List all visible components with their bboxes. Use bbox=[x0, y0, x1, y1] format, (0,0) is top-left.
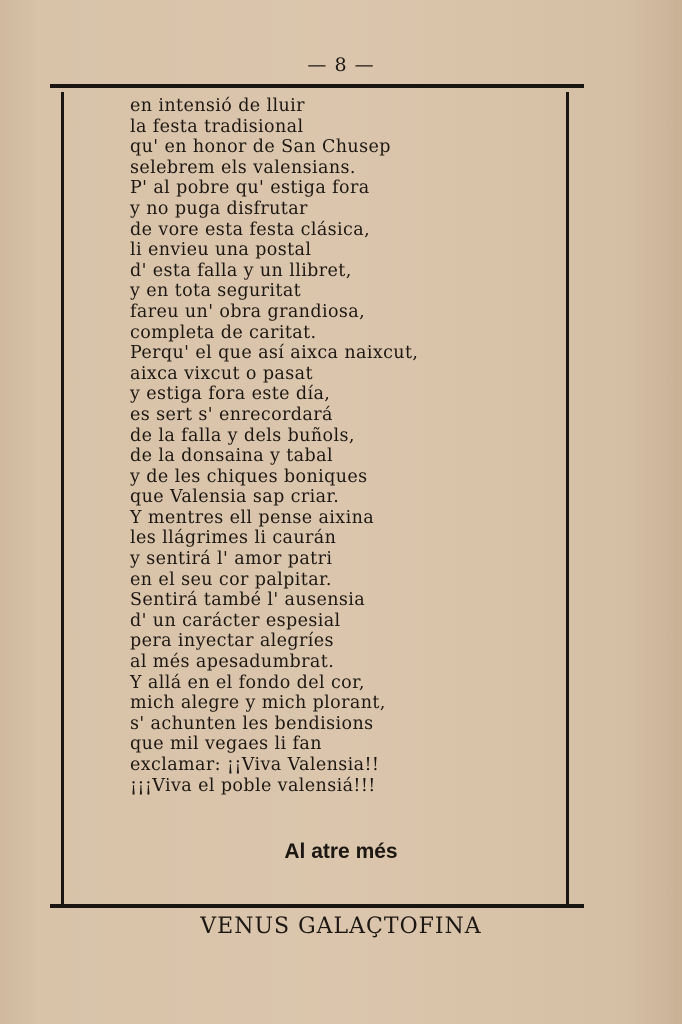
poem-line: les llágrimes li caurán bbox=[130, 528, 337, 549]
poem-line: Y allá en el fondo del cor, bbox=[130, 672, 365, 693]
poem-line: y sentirá l' amor patri bbox=[130, 549, 333, 570]
closing-heading: Al atre més bbox=[284, 840, 398, 863]
page-number: — 8 — bbox=[307, 54, 375, 76]
poem-line: de la donsaina y tabal bbox=[130, 446, 333, 467]
poem-line: y en tota seguritat bbox=[130, 281, 302, 302]
poem-line: Y mentres ell pense aixina bbox=[130, 507, 375, 528]
poem-text bbox=[130, 96, 550, 796]
poem-line: pera inyectar alegríes bbox=[130, 631, 334, 652]
poem-line: que mil vegaes li fan bbox=[130, 734, 322, 755]
poem-line: Perqu' el que así aixca naixcut, bbox=[130, 343, 419, 364]
poem-line: li envieu una postal bbox=[130, 240, 312, 261]
poem-line: al més apesadumbrat. bbox=[130, 652, 335, 673]
poem-line: en intensió de lluir bbox=[130, 96, 305, 116]
left-border bbox=[61, 92, 64, 904]
poem-line: selebrem els valensians. bbox=[130, 157, 356, 178]
poem-line: qu' en honor de San Chusep bbox=[130, 137, 391, 158]
poem-line: d' un carácter espesial bbox=[130, 610, 341, 631]
poem-line: d' esta falla y un llibret, bbox=[130, 260, 352, 281]
poem-line: que Valensia sap criar. bbox=[130, 487, 340, 508]
poem-line: de vore esta festa clásica, bbox=[130, 219, 371, 240]
poem-line: Sentirá també l' ausensia bbox=[130, 590, 366, 611]
poem-line: mich alegre y mich plorant, bbox=[130, 693, 386, 714]
poem-line: exclamar: ¡¡Viva Valensia!! bbox=[130, 755, 380, 775]
poem-line: en el seu cor palpitar. bbox=[130, 569, 332, 590]
poem-line: s' achunten les bendisions bbox=[130, 713, 374, 734]
poem-line: ¡¡¡Viva el poble valensiá!!! bbox=[130, 775, 376, 796]
poem-line: de la falla y dels buñols, bbox=[130, 425, 355, 446]
poem-line: es sert s' enrecordará bbox=[130, 404, 333, 425]
top-rule bbox=[50, 84, 584, 88]
poem-line: aixca vixcut o pasat bbox=[130, 363, 313, 384]
footer-text: VENUS GALAÇTOFINA bbox=[200, 914, 482, 939]
poem-line: completa de caritat. bbox=[130, 322, 317, 343]
poem-line: P' al pobre qu' estiga fora bbox=[130, 178, 370, 199]
right-border bbox=[566, 92, 569, 904]
poem-line: fareu un' obra grandiosa, bbox=[130, 301, 366, 322]
poem-line: y de les chiques boniques bbox=[130, 466, 368, 487]
poem-line: y estiga fora este día, bbox=[130, 384, 331, 405]
bottom-rule bbox=[50, 904, 584, 908]
poem-line: y no puga disfrutar bbox=[130, 198, 308, 219]
poem-line: la festa tradisional bbox=[130, 116, 304, 137]
